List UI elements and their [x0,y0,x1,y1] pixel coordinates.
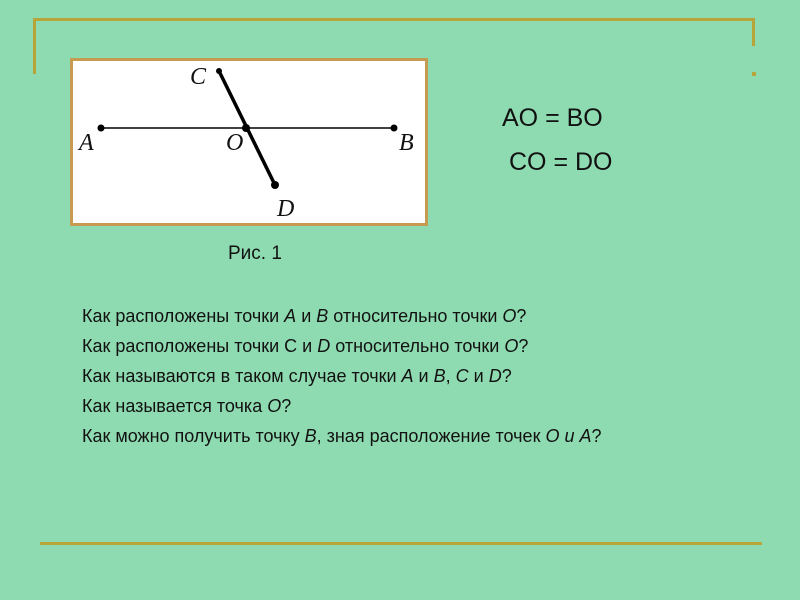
question-line [82,423,602,453]
label-a: A [79,130,94,156]
question-variable: O и A [545,426,592,446]
point-a [98,125,105,132]
figure-caption: Рис. 1 [228,243,282,264]
question-variable: B [433,366,446,386]
bottom-rule [40,542,762,545]
question-variable: O [267,396,282,416]
label-c: C [190,64,207,90]
question-variable: B [304,426,317,446]
top-rule [36,18,754,21]
question-text: относительно точки [328,306,503,326]
question-text: и [296,306,317,326]
question-text: относительно точки [330,336,505,356]
question-line [82,393,602,423]
question-text: , [445,366,456,386]
question-list [82,303,602,453]
question-text: Как расположены точки [82,306,285,326]
question-text: , зная расположение точек [316,426,546,446]
point-b [391,125,398,132]
question-text: Как называются в таком случае точки [82,366,402,386]
question-text: Как называется точка [82,396,268,416]
question-text: ? [281,396,292,416]
figure-frame [70,58,428,226]
question-line [82,303,602,333]
question-text: Как можно получить точку [82,426,305,446]
question-variable: B [316,306,329,326]
question-text: и [468,366,489,386]
question-variable: O [504,336,519,356]
point-c [216,68,222,74]
question-variable: D [317,336,331,356]
question-variable: A [284,306,297,326]
label-o: O [226,130,244,156]
question-variable: D [488,366,502,386]
question-text: ? [591,426,602,446]
label-b: B [399,130,414,156]
point-d [271,181,279,189]
question-variable: A [401,366,414,386]
question-text: и [413,366,434,386]
left-rule [33,18,36,74]
equation-ao-bo: AO = BO [502,104,603,132]
question-variable: C [455,366,469,386]
question-line [82,363,602,393]
question-text: Как расположены точки С и [82,336,318,356]
corner-dot [752,72,756,76]
question-text: ? [501,366,512,386]
question-text: ? [516,306,527,326]
question-variable: O [502,306,517,326]
geometry-diagram [73,61,425,223]
question-text: ? [518,336,529,356]
question-line [82,333,602,363]
label-d: D [277,196,295,222]
right-rule [752,18,755,46]
equation-co-do: CO = DO [509,148,613,176]
